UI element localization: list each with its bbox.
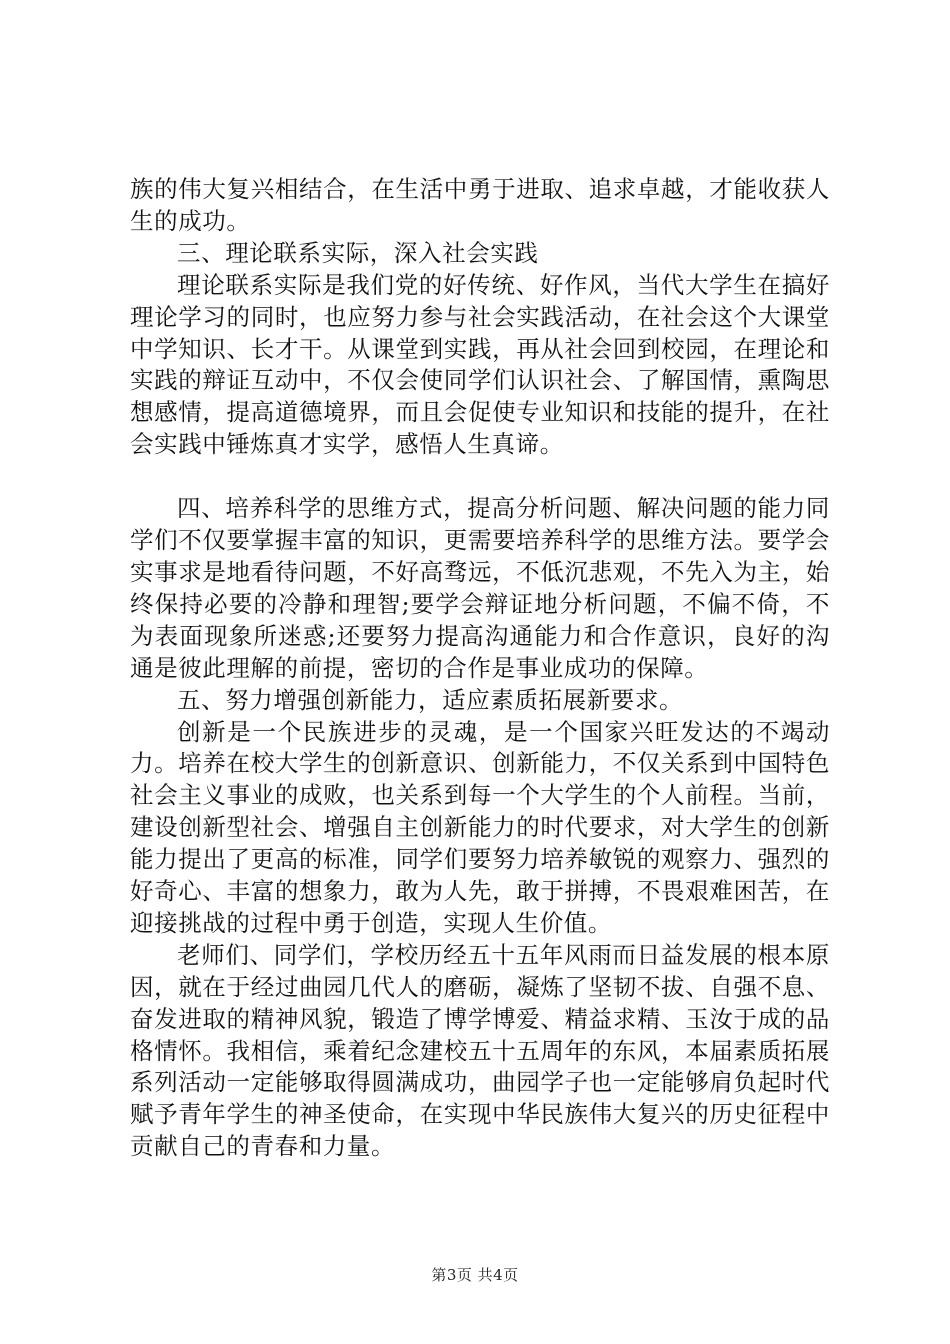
section-heading-five: 五、努力增强创新能力，适应素质拓展新要求。 [177, 685, 684, 714]
paragraph-innovation: 创新是一个民族进步的灵魂，是一个国家兴旺发达的不竭动力。培养在校大学生的创新意识、创新能力，不仅关系到中国特色社会主义事业的成败，也关系到每一个大学生的个人前程。当前，建设创新型社会、增强自主创新能力的时代要求，对大学生的创新能力提出了更高的标准，同学们要努力培养敏锐的观察力、强烈的好奇心、丰富的想象力，敢为人先，敢于拼搏，不畏艰难困苦，在迎接挑战的过程中勇于创造，实现人生价值。 [130, 717, 830, 937]
paragraph-continuation: 族的伟大复兴相结合，在生活中勇于进取、追求卓越，才能收获人生的成功。 [130, 175, 830, 235]
section-heading-three: 三、理论联系实际，深入社会实践 [177, 238, 539, 267]
document-body [130, 174, 830, 1163]
paragraph-closing: 老师们、同学们，学校历经五十五年风雨而日益发展的根本原因，就在于经过曲园几代人的磨砺，凝炼了坚韧不拔、自强不息、奋发进取的精神风貌，锻造了博学博爱、精益求精、玉汝于成的品格情怀。我相信，乘着纪念建校五十五周年的东风，本届素质拓展系列活动一定能够取得圆满成功，曲园学子也一定能够肩负起时代赋予青年学生的神圣使命，在实现中华民族伟大复兴的历史征程中贡献自己的青春和力量。 [130, 940, 830, 1161]
section-heading-four-paragraph: 四、培养科学的思维方式，提高分析问题、解决问题的能力同学们不仅要掌握丰富的知识，更需要培养科学的思维方法。要学会实事求是地看待问题，不好高骛远，不低沉悲观，不先入为主，始终保持必要的冷静和理智;要学会辩证地分析问题，不偏不倚，不为表面现象所迷惑;还要努力提高沟通能力和合作意识，良好的沟通是彼此理解的前提，密切的合作是事业成功的保障。 [130, 494, 830, 682]
page-number-footer: 第3页 共4页 [431, 1266, 519, 1284]
paragraph-theory-practice: 理论联系实际是我们党的好传统、好作风，当代大学生在搞好理论学习的同时，也应努力参与社会实践活动，在社会这个大课堂中学知识、长才干。从课堂到实践，再从社会回到校园，在理论和实践的辩证互动中，不仅会使同学们认识社会、了解国情，熏陶思想感情，提高道德境界，而且会促使专业知识和技能的提升，在社会实践中锤炼真才实学，感悟人生真谛。 [130, 270, 830, 459]
